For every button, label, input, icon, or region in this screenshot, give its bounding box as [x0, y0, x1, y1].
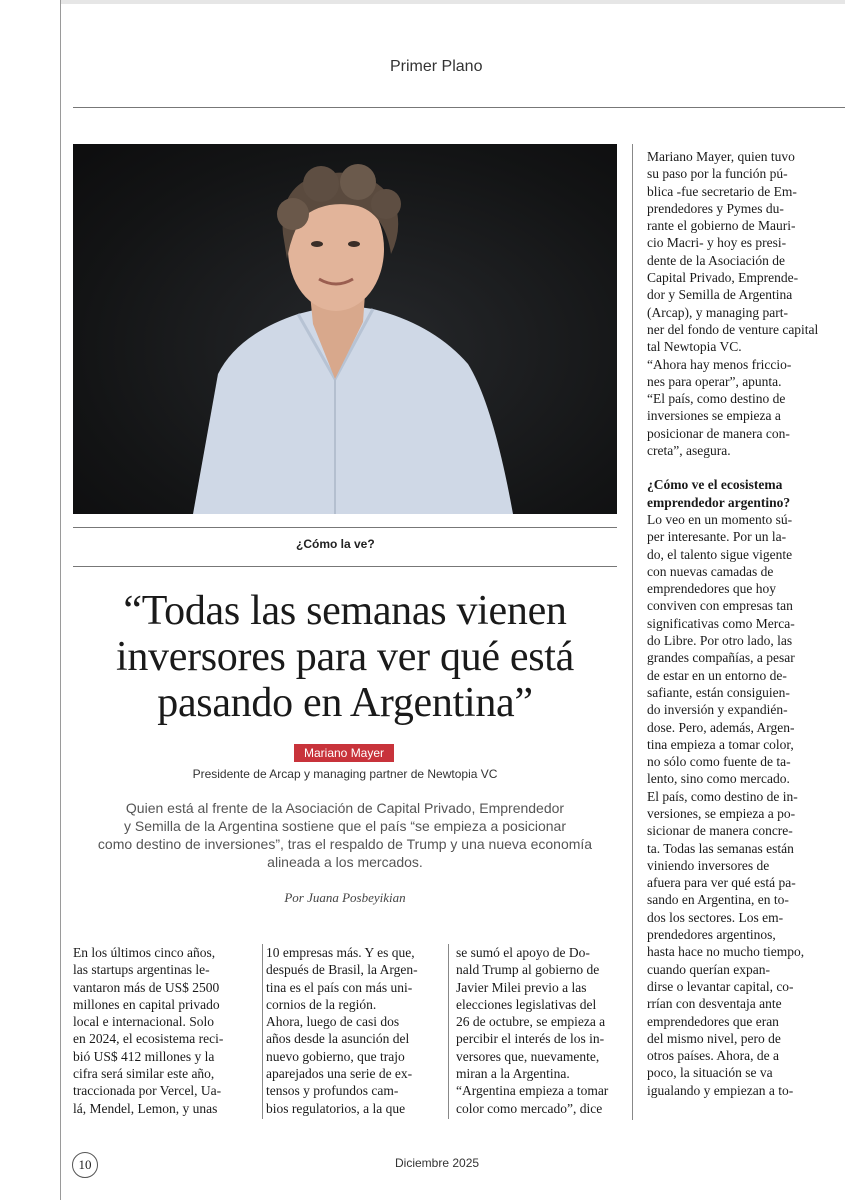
text-line: sicionar de manera concre-: [647, 823, 793, 839]
text-line: tina es el país con más uni-: [266, 979, 413, 995]
lede-paragraph: [90, 799, 600, 871]
text-line: per interesante. Por un la-: [647, 529, 787, 545]
text-line: (Arcap), y managing part-: [647, 304, 788, 320]
text-line: viniendo inversores de: [647, 857, 770, 873]
text-line: aparejados una serie de ex-: [266, 1066, 413, 1082]
headline: [75, 588, 615, 726]
text-line: Lo veo en un momento sú-: [647, 511, 793, 527]
lede-line: y Semilla de la Argentina sostiene que el país “se empieza a posicionar: [123, 818, 567, 834]
text-line: tensos y profundos cam-: [266, 1083, 399, 1099]
text-line: Mariano Mayer, quien tuvo: [647, 149, 795, 164]
section-title: Primer Plano: [390, 58, 483, 75]
text-line: rante el gobierno de Mauri-: [647, 218, 796, 234]
text-line: traccionada por Vercel, Ua-: [73, 1083, 222, 1099]
text-line: dor y Semilla de Argentina: [647, 287, 793, 303]
text-line: cuando querían expan-: [647, 961, 770, 977]
text-line: tal Newtopia VC.: [647, 339, 742, 355]
text-line: versores que, nuevamente,: [456, 1048, 600, 1064]
top-edge: [60, 0, 845, 4]
text-line: safiante, están consiguien-: [647, 684, 790, 700]
column-divider-right: [632, 144, 633, 1120]
text-line: nald Trump al gobierno de: [456, 962, 600, 978]
text-line: tina empieza a tomar color,: [647, 736, 794, 752]
text-line: dos los sectores. Los em-: [647, 909, 784, 925]
text-line: sando en Argentina, en to-: [647, 892, 789, 908]
text-line: años desde la asunción del: [266, 1031, 410, 1047]
text-line: do Libre. Por otro lado, las: [647, 633, 793, 649]
text-line: bios regulatorios, a la que: [266, 1100, 406, 1116]
text-line: dose. Pero, además, Argen-: [647, 719, 795, 735]
text-line: rrían con desventaja ante: [647, 996, 782, 1012]
text-line: nes para operar”, apunta.: [647, 373, 782, 389]
text-line: significativas como Merca-: [647, 615, 795, 631]
column-4-intro: [647, 148, 832, 459]
text-line: emprendedores que hoy: [647, 581, 776, 597]
text-line: Javier Milei previo a las: [456, 979, 587, 995]
text-line: miran a la Argentina.: [456, 1066, 570, 1082]
text-line: “Argentina empieza a tomar: [456, 1083, 609, 1099]
text-line: cio Macri- y hoy es presi-: [647, 235, 787, 251]
kicker-label: ¿Cómo la ve?: [296, 537, 375, 551]
text-line: prendedores argentinos,: [647, 927, 776, 943]
text-line: creta”, asegura.: [647, 443, 731, 459]
text-line: inversiones se empieza a: [647, 408, 781, 424]
text-line: “El país, como destino de: [647, 391, 786, 407]
text-line: bió US$ 412 millones y la: [73, 1048, 215, 1064]
interview-answer: [647, 511, 832, 1099]
text-line: posicionar de manera con-: [647, 425, 790, 441]
text-line: Ahora, luego de casi dos: [266, 1014, 400, 1030]
text-line: cornios de la región.: [266, 996, 377, 1012]
page-number: 10: [72, 1152, 98, 1178]
issue-date: Diciembre 2025: [395, 1156, 480, 1170]
text-line: cifra será similar este año,: [73, 1066, 215, 1082]
text-line: no sólo como fuente de ta-: [647, 754, 791, 770]
text-line: En los últimos cinco años,: [73, 945, 216, 960]
text-line: Capital Privado, Emprende-: [647, 270, 799, 286]
header-divider: [73, 107, 845, 108]
text-line: emprendedor argentino?: [647, 494, 791, 510]
text-line: do, el talento sigue vigente: [647, 546, 793, 562]
name-badge: Mariano Mayer: [294, 744, 394, 762]
text-line: se sumó el apoyo de Do-: [456, 945, 590, 960]
text-line: percibir el interés de los in-: [456, 1031, 605, 1047]
lede-line: Quien está al frente de la Asociación de Capital Privado, Emprendedor: [125, 800, 565, 816]
interview-question: [647, 476, 832, 511]
text-line: prendedores y Pymes du-: [647, 200, 784, 216]
text-line: dirse o levantar capital, co-: [647, 978, 794, 994]
text-line: con nuevas camadas de: [647, 563, 774, 579]
text-line: grandes compañías, a pesar: [647, 650, 795, 666]
headline-line: inversores para ver qué está: [115, 634, 575, 680]
body-column-4: [647, 148, 832, 1099]
byline: Por Juana Posbeyikian: [284, 890, 406, 905]
text-line: versiones, se empieza a po-: [647, 805, 796, 821]
text-line: hasta hace no mucho tiempo,: [647, 944, 805, 960]
kicker-rule: [73, 566, 617, 567]
text-line: ner del fondo de venture capital: [647, 321, 819, 337]
column-divider: [262, 944, 263, 1119]
body-column-2: [266, 944, 446, 1117]
text-line: después de Brasil, la Argen-: [266, 962, 418, 978]
text-line: en 2024, el ecosistema reci-: [73, 1031, 224, 1047]
body-column-3: [456, 944, 626, 1117]
headline-line: “Todas las semanas vienen: [123, 588, 567, 634]
text-line: color como mercado”, dice: [456, 1100, 603, 1116]
text-line: lá, Mendel, Lemon, y unas: [73, 1100, 218, 1116]
lede-line: alineada a los mercados.: [267, 854, 423, 870]
photo-bottom-rule: [73, 527, 617, 528]
text-line: 10 empresas más. Y es que,: [266, 945, 415, 960]
text-line: igualando y empiezan a to-: [647, 1082, 794, 1098]
text-line: elecciones legislativas del: [456, 996, 597, 1012]
lede-line: como destino de inversiones”, tras el respaldo de Trump y una nueva economía: [97, 836, 593, 852]
text-line: 26 de octubre, se empieza a: [456, 1014, 606, 1030]
text-line: local e internacional. Solo: [73, 1014, 214, 1030]
text-line: “Ahora hay menos friccio-: [647, 356, 792, 372]
text-line: blica -fue secretario de Em-: [647, 183, 797, 199]
text-line: dente de la Asociación de: [647, 252, 785, 268]
text-line: ¿Cómo ve el ecosistema: [647, 477, 783, 493]
text-line: conviven con empresas tan: [647, 598, 793, 614]
column-divider: [448, 944, 449, 1119]
text-line: emprendedores que eran: [647, 1013, 779, 1029]
headline-line: pasando en Argentina”: [157, 680, 533, 726]
text-line: poco, la situación se va: [647, 1065, 773, 1081]
text-line: lento, sino como mercado.: [647, 771, 790, 787]
text-line: nuevo gobierno, que trajo: [266, 1048, 405, 1064]
text-line: afuera para ver qué está pa-: [647, 875, 796, 891]
text-line: ta. Todas las semanas están: [647, 840, 794, 856]
portrait-illustration: [73, 144, 617, 514]
text-line: las startups argentinas le-: [73, 962, 210, 978]
portrait-photo: [73, 144, 617, 514]
text-line: de estar en un entorno de-: [647, 667, 787, 683]
body-column-1: [73, 944, 253, 1117]
role-caption: Presidente de Arcap y managing partner de Newtopia VC: [192, 767, 498, 781]
text-line: otros países. Ahora, de a: [647, 1048, 779, 1064]
text-line: El país, como destino de in-: [647, 788, 798, 804]
page-margin-rule: [60, 0, 61, 1200]
text-line: su paso por la función pú-: [647, 166, 788, 182]
text-line: do inversión y expandién-: [647, 702, 788, 718]
text-line: vantaron más de US$ 2500: [73, 979, 220, 995]
text-line: millones en capital privado: [73, 996, 220, 1012]
text-line: del mismo nivel, pero de: [647, 1030, 781, 1046]
